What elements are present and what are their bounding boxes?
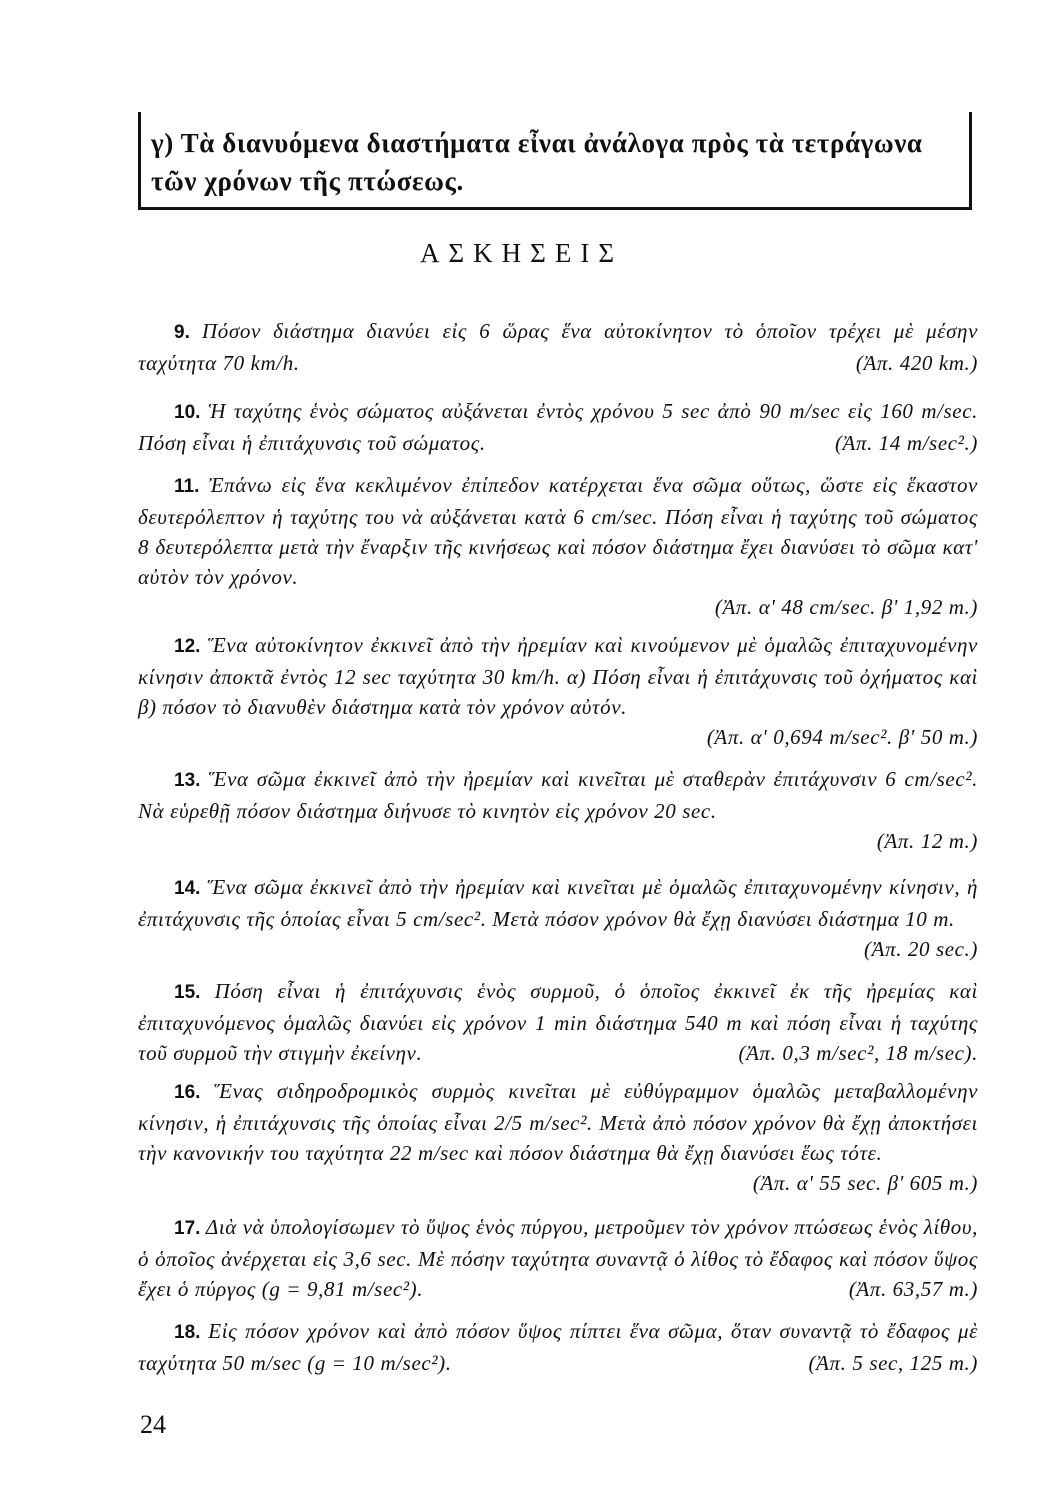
exercise-number: 13. (174, 770, 201, 791)
exercise-answer: (Ἀπ. 14 m/sec².) (834, 431, 978, 455)
exercise-16 (138, 1076, 978, 1198)
highlighted-statement-box (138, 112, 972, 210)
exercise-answer: (Ἀπ. 12 m.) (876, 829, 978, 853)
exercise-18 (138, 1316, 978, 1378)
exercise-answer: (Ἀπ. 63,57 m.) (848, 1277, 978, 1301)
exercise-10 (138, 396, 978, 458)
exercise-12 (138, 630, 978, 752)
exercise-text: Ἕνα αὐτοκίνητον ἐκκινεῖ ἀπὸ τὴν ἠρεμίαν καὶ κινούμενον μὲ ὁμαλῶς ἐπιταχυνομένην κίνησιν ἀποκτᾶ ἐντὸς 12 sec ταχύτητα 30 km/h. α) Πόση εἶναι ἡ ἐπιτάχυνσις τοῦ ὀχήματος καὶ β) πόσον τὸ διανυθὲν διάστημα κατὰ τὸν χρόνον αὐτόν. (138, 633, 978, 719)
exercise-answer: (Ἀπ. 5 sec, 125 m.) (808, 1351, 978, 1375)
exercise-text: Πόση εἶναι ἡ ἐπιτάχυνσις ἑνὸς συρμοῦ, ὁ ὁποῖος ἐκκινεῖ ἐκ τῆς ἠρεμίας καὶ ἐπιταχυνόμενος ὁμαλῶς διανύει εἰς χρόνον 1 min διάστημα 540 m καὶ πόση εἶναι ἡ ταχύτης τοῦ συρμοῦ τὴν στιγμὴν ἐκείνην. (138, 979, 978, 1065)
exercise-text: Πόσον διάστημα διανύει εἰς 6 ὥρας ἕνα αὐτοκίνητον τὸ ὁποῖον τρέχει μὲ μέσην ταχύτητα 70 km/h. (138, 319, 978, 375)
exercise-number: 12. (174, 636, 201, 657)
exercise-number: 11. (174, 476, 200, 497)
exercise-answer: (Ἀπ. α' 0,694 m/sec². β' 50 m.) (706, 725, 978, 749)
exercise-text: Ἕνας σιδηροδρομικὸς συρμὸς κινεῖται μὲ εὐθύγραμμον ὁμαλῶς μεταβαλλομένην κίνησιν, ἡ ἐπιτάχυνσις τῆς ὁποίας εἶναι 2/5 m/sec². Μετὰ ἀπὸ πόσον χρόνον θὰ ἔχῃ ἀποκτήσει τὴν κανονικήν του ταχύτητα 22 m/sec καὶ πόσον διάστημα θὰ ἔχῃ διανύσει ἕως τότε. (138, 1079, 979, 1165)
exercise-number: 17. (174, 1218, 201, 1239)
exercise-13 (138, 764, 978, 856)
exercise-text: Εἰς πόσον χρόνον καὶ ἀπὸ πόσον ὕψος πίπτει ἕνα σῶμα, ὅταν συναντᾷ τὸ ἔδαφος μὲ ταχύτητα 50 m/sec (g = 10 m/sec²). (138, 1319, 978, 1375)
exercise-text: Ἐπάνω εἰς ἕνα κεκλιμένον ἐπίπεδον κατέρχεται ἕνα σῶμα οὕτως, ὥστε εἰς ἕκαστον δευτερόλεπτον ἡ ταχύτης του νὰ αὐξάνεται κατὰ 6 cm/sec. Πόση εἶναι ἡ ταχύτης τοῦ σώματος 8 δευτερόλεπτα μετὰ τὴν ἔναρξιν τῆς κινήσεως καὶ πόσον διάστημα ἔχει διανύσει τὸ σῶμα κατ' αὐτὸν τὸν χρόνον. (138, 473, 978, 589)
exercise-11 (138, 470, 978, 622)
exercise-number: 9. (174, 322, 190, 343)
page-number: 24 (140, 1410, 166, 1439)
exercise-answer: (Ἀπ. 0,3 m/sec², 18 m/sec). (738, 1041, 978, 1065)
exercise-answer: (Ἀπ. 20 sec.) (864, 937, 978, 961)
exercise-text: Ἕνα σῶμα ἐκκινεῖ ἀπὸ τὴν ἠρεμίαν καὶ κινεῖται μὲ σταθερὰν ἐπιτάχυνσιν 6 cm/sec². Νὰ εὑρεθῇ πόσον διάστημα διήνυσε τὸ κινητὸν εἰς χρόνον 20 sec. (138, 767, 978, 823)
exercise-text: Ἕνα σῶμα ἐκκινεῖ ἀπὸ τὴν ἠρεμίαν καὶ κινεῖται μὲ ὁμαλῶς ἐπιταχυνομένην κίνησιν, ἡ ἐπιτάχυνσις τῆς ὁποίας εἶναι 5 cm/sec². Μετὰ πόσον χρόνον θὰ ἔχῃ διανύσει διάστημα 10 m. (138, 875, 978, 931)
exercise-answer: (Ἀπ. α' 48 cm/sec. β' 1,92 m.) (714, 595, 978, 619)
exercise-number: 14. (174, 878, 201, 899)
exercise-number: 10. (174, 402, 201, 423)
exercise-14 (138, 872, 978, 964)
exercise-number: 16. (174, 1082, 201, 1103)
exercise-text: Ἡ ταχύτης ἑνὸς σώματος αὐξάνεται ἐντὸς χρόνου 5 sec ἀπὸ 90 m/sec εἰς 160 m/sec. Πόση εἶναι ἡ ἐπιτάχυνσις τοῦ σώματος. (138, 399, 978, 455)
exercise-answer: (Ἀπ. α' 55 sec. β' 605 m.) (752, 1171, 978, 1195)
exercise-9 (138, 316, 978, 378)
exercise-number: 15. (174, 982, 201, 1003)
exercises-heading: ΑΣΚΗΣΕΙΣ (419, 238, 624, 268)
statement-text: γ) Τὰ διανυόμενα διαστήματα εἶναι ἀνάλογα πρὸς τὰ τετράγωνα τῶν χρόνων τῆς πτώσεως. (151, 128, 923, 196)
exercise-number: 18. (174, 1322, 201, 1343)
exercise-answer: (Ἀπ. 420 km.) (855, 351, 978, 375)
exercise-15 (138, 976, 978, 1068)
exercise-text: Διὰ νὰ ὑπολογίσωμεν τὸ ὕψος ἑνὸς πύργου, μετροῦμεν τὸν χρόνον πτώσεως ἑνὸς λίθου, ὁ ὁποῖος ἀνέρχεται εἰς 3,6 sec. Μὲ πόσην ταχύτητα συναντᾷ ὁ λίθος τὸ ἔδαφος καὶ πόσον ὕψος ἔχει ὁ πύργος (g = 9,81 m/sec²). (138, 1215, 978, 1301)
exercise-17 (138, 1212, 978, 1304)
